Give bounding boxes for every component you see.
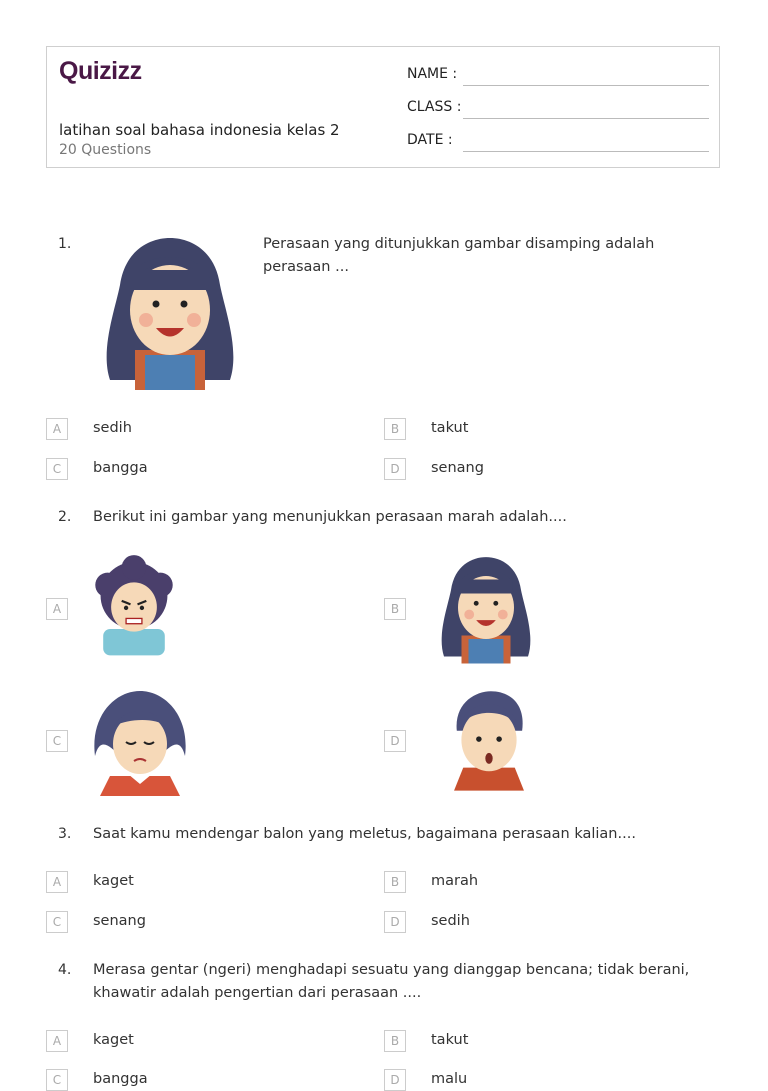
- name-field[interactable]: [407, 66, 709, 88]
- angry-boy-image[interactable]: [90, 552, 178, 662]
- q1-option-d-text[interactable]: senang: [431, 460, 484, 476]
- q3-option-b-text[interactable]: marah: [431, 873, 479, 889]
- q3-option-d-text[interactable]: sedih: [431, 913, 470, 929]
- question-2-text: Berikut ini gambar yang menunjukkan perasaan marah adalah....: [93, 509, 567, 525]
- q1-option-b-box[interactable]: B: [384, 418, 406, 440]
- q2-option-b-box[interactable]: B: [384, 598, 406, 620]
- name-label: NAME :: [407, 66, 458, 82]
- name-line[interactable]: [463, 85, 709, 86]
- q4-option-c-text[interactable]: bangga: [93, 1071, 148, 1087]
- date-line[interactable]: [463, 151, 709, 152]
- question-1-text: Perasaan yang ditunjukkan gambar disamping adalah perasaan ...: [263, 236, 655, 275]
- happy-girl-option-image[interactable]: [430, 550, 542, 665]
- surprised-boy-image[interactable]: [443, 683, 535, 797]
- question-2-number: 2.: [58, 509, 72, 525]
- question-3-number: 3.: [58, 826, 72, 842]
- question-count: 20 Questions: [59, 142, 152, 158]
- q3-option-b-box[interactable]: B: [384, 871, 406, 893]
- q2-option-c-box[interactable]: C: [46, 730, 68, 752]
- q3-option-a-text[interactable]: kaget: [93, 873, 134, 889]
- q1-option-a-box[interactable]: A: [46, 418, 68, 440]
- q2-option-a-box[interactable]: A: [46, 598, 68, 620]
- happy-girl-image: [90, 230, 250, 390]
- question-1-number: 1.: [58, 236, 72, 252]
- class-field[interactable]: [407, 99, 709, 121]
- q1-option-c-box[interactable]: C: [46, 458, 68, 480]
- q4-option-b-box[interactable]: B: [384, 1030, 406, 1052]
- class-label: CLASS :: [407, 99, 462, 115]
- q4-option-d-text[interactable]: malu: [431, 1071, 468, 1087]
- q2-option-d-box[interactable]: D: [384, 730, 406, 752]
- date-field[interactable]: [407, 132, 709, 154]
- q3-option-c-box[interactable]: C: [46, 911, 68, 933]
- date-label: DATE :: [407, 132, 453, 148]
- q3-option-a-box[interactable]: A: [46, 871, 68, 893]
- q1-option-a-text[interactable]: sedih: [93, 420, 132, 436]
- quizizz-logo: Quizizz: [59, 57, 142, 85]
- q4-option-c-box[interactable]: C: [46, 1069, 68, 1091]
- question-3-text: Saat kamu mendengar balon yang meletus, bagaimana perasaan kalian....: [93, 826, 636, 842]
- q4-option-a-text[interactable]: kaget: [93, 1032, 134, 1048]
- worksheet-header: [46, 46, 720, 168]
- sad-girl-image[interactable]: [90, 685, 190, 797]
- q1-option-d-box[interactable]: D: [384, 458, 406, 480]
- q4-option-b-text[interactable]: takut: [431, 1032, 469, 1048]
- worksheet-title: latihan soal bahasa indonesia kelas 2: [59, 121, 340, 139]
- class-line[interactable]: [463, 118, 709, 119]
- question-4-text: Merasa gentar (ngeri) menghadapi sesuatu yang dianggap bencana; tidak berani, khawatir adalah pengertian dari perasaan ....: [93, 962, 690, 1001]
- q3-option-d-box[interactable]: D: [384, 911, 406, 933]
- q1-option-c-text[interactable]: bangga: [93, 460, 148, 476]
- question-4-number: 4.: [58, 962, 72, 978]
- q4-option-d-box[interactable]: D: [384, 1069, 406, 1091]
- q4-option-a-box[interactable]: A: [46, 1030, 68, 1052]
- q3-option-c-text[interactable]: senang: [93, 913, 146, 929]
- q1-option-b-text[interactable]: takut: [431, 420, 469, 436]
